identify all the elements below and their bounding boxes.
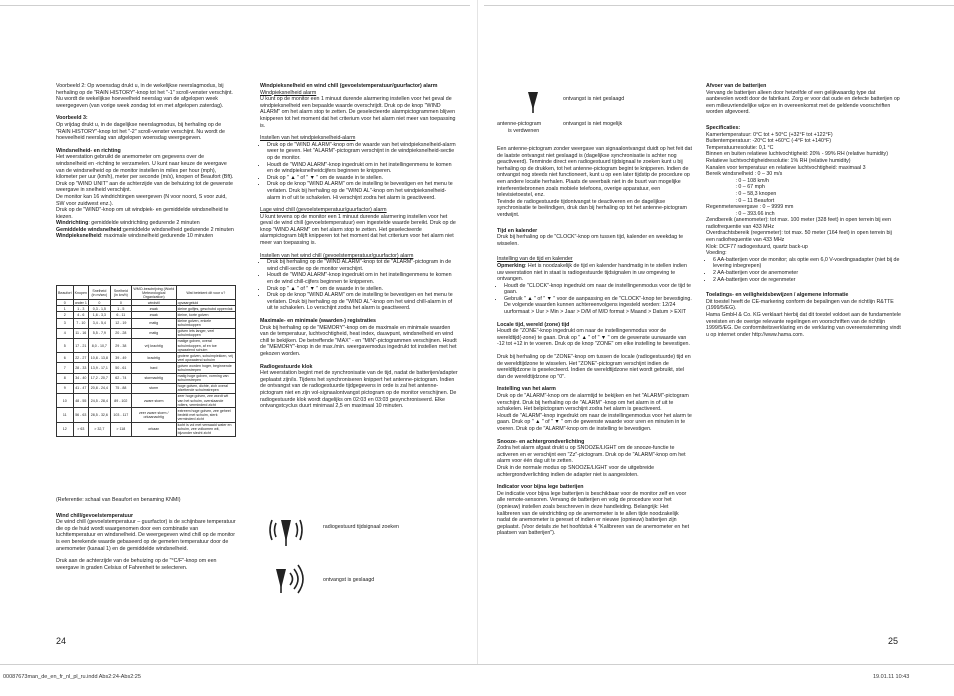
table-cell: 34 - 40 [73, 373, 88, 383]
page-number-left: 24 [56, 636, 67, 646]
wind-text: Het weerstation gebruikt de anemometer om gegevens over de windsnelheid en -richting te verzamelen. U kunt naar keuze de weergave van de windsnelheid op de monitor instellen in miles per hour (mph), kilometer per uur (km/h), meter per seconde (m/s), knopen of Beaufort (Bft). Druk op "WIND UNIT" aan de achterzijde van de behuizing tot de gewenste weergave in snelheid verschijnt. [56, 154, 234, 194]
table-cell: 5 [57, 338, 74, 352]
table-cell: 0 [57, 300, 74, 306]
table-header-cell: Beaufort [57, 286, 74, 300]
spec-line: Zendbereik (anemometer): tot max. 100 meter (328 feet) in open terrein bij een radiofrequentie van 433 MHz [706, 217, 893, 230]
antenna-success-label: ontvangst is geslaagd [323, 577, 375, 583]
snooze-text: Zodra het alarm afgaat drukt u op SNOOZE/LIGHT om de snooze-functie te activeren en er verschijnt een "Zz"-pictogram. Druk op de "ALARM"-knop om het alarm voor één dag uit te zetten. [497, 445, 686, 465]
list-item: • 2 AA-batterijen voor de regenmeter [713, 277, 902, 284]
spec-line: Binnen en buiten relatieve luchtvochtigheid: 20% - 99% RH (relative humidity) [706, 151, 888, 158]
table-cell: matig [131, 328, 176, 338]
celsius-text: Druk aan de achterzijde van de behuizing op de "°C/F"-knop om een weergave in graden Celsius of Fahrenheit te selecteren. [56, 558, 217, 571]
table-cell: zeer zware storm / orkaanachtig [131, 408, 176, 422]
example-3 [56, 115, 236, 141]
mode-direction-label: Windrichting [56, 220, 89, 227]
top-rule-left [0, 5, 470, 6]
footer-file-info: 00087673man_de_en_fr_nl_pl_ru.indd Abs2:24-Abs2:25 [3, 674, 141, 680]
table-cell: 1,6 - 3,3 [88, 312, 110, 318]
approval-heading: Toelatings- en veiligheidsbewijzen / algemene informatie [706, 292, 849, 299]
table-cell: golven iets langer, veel schuimkoppen [176, 328, 235, 338]
table-cell: 5,5 - 7,9 [88, 328, 110, 338]
table-row [57, 353, 236, 363]
page-number-right: 25 [888, 636, 899, 646]
table-row [57, 373, 236, 383]
example-2: Voorbeeld 2: Op woensdag drukt u, in de wekelijkse neerslagmodus, bij herhaling op de "RAIN HISTORY"-knop tot het "-1" scroll-venster verschijnt. Nu wordt de wekelijkse hoeveelheid neerslag van de afgelopen week weergegeven (van vorige week zondag tot en met afgelopen zaterdag). [56, 83, 233, 109]
table-cell: 56 - 63 [73, 408, 88, 422]
table-cell: 8 [57, 373, 74, 383]
spec-line: Regenmeterweergave : 0 – 9999 mm [706, 204, 794, 211]
table-cell: 29 - 38 [110, 338, 131, 352]
list-item: • Druk op de "WIND ALARM"-knop om de waarde van het windpieksnelheid-alarm weer te geven. Het "ALARM"-pictogram verschijnt in de windpieksnelheid-sectie op de monitor. [267, 142, 458, 162]
note-label: Opmerking [497, 262, 525, 269]
peak-alarm-text: U kunt op de monitor een 1 minuut durende alarmering instellen voor het geval de windpieksnelheid een bepaalde waarde overschrijdt. Druk op de knop "WIND ALARM" om het alarm stop te zetten. De geselecteerde alarmpictogrammen blijven knipperen tot het moment dat het criterium voor het alarm niet meer van toepassing is. [260, 96, 456, 129]
table-cell: 9 [57, 383, 74, 393]
table-cell: 0 [88, 300, 110, 306]
spec-line: Relatieve luchtvochtigheidresolutie: 1% RH (relative humidity) [706, 157, 851, 164]
spine-line [477, 0, 478, 664]
table-cell: 11 [57, 408, 74, 422]
table-cell: matig hoge golven, vorming van schuimstrepen [176, 373, 235, 383]
table-cell: 28 - 33 [73, 363, 88, 373]
table-cell: hoge golven, dichte, zich overal afzettende schuimstrepen [176, 383, 235, 393]
beaufort-table-header [57, 286, 236, 300]
table-cell: > 118 [110, 422, 131, 436]
snooze-heading: Snooze- en achtergrondverlichting [497, 438, 585, 445]
table-cell: 1 - 3 [73, 306, 88, 312]
table-cell: 75 - 88 [110, 383, 131, 393]
antenna-deactivate-text: Tevinde de radiogestuurde tijdontvangst te deactiveren en de dagelijkse synchronisatie te beëindigen, druk dan bij herhaling op tot het antenne-pictogram verdwijnt. [497, 198, 687, 218]
table-row [57, 328, 236, 338]
table-cell: 103 - 117 [110, 408, 131, 422]
table-cell: 20 - 28 [110, 328, 131, 338]
table-cell: 22 - 27 [73, 353, 88, 363]
time-setup-steps [497, 283, 693, 316]
spec-line: : 0 – 393.66 inch [706, 210, 775, 217]
table-cell: 8,0 - 10,7 [88, 338, 110, 352]
table-cell: 12 [57, 422, 74, 436]
chill-alarm-steps [260, 259, 458, 312]
battery-indicator-text: De indicatie voor bijna lege batterijen is beschikbaar voor de monitor zelf en voor alle remote-sensoren. Vervang de batterijen en volg de procedure voor het (opnieuw) instellen zoals beschreven in deze handleiding. Belangrijk: Het kalibreren van de windrichting op de anemometer is te allen tijde noodzakelijk nadat de anemometer is gereset of indien er nieuwe (opnieuw) batterijen zijn geplaatst. (Voor details zie het hoofdstuk 4 "Kalibreren van de anemometer en het plaatsen van batterijen"). [497, 490, 690, 537]
wind-button-text: Druk op de "WIND"-knop om uit windpiek- en gemiddelde windsnelheid te kiezen. [56, 207, 229, 220]
table-cell: 17 - 21 [73, 338, 88, 352]
table-cell: 1 [57, 306, 74, 312]
table-cell: 3 [57, 318, 74, 328]
table-header-cell: WMO-beschrijving (World Meteorological Organization) [133, 286, 175, 299]
conformity-text: Hama GmbH & Co. KG verklaart hierbij dat dit toestel voldoet aan de fundamentele vereisten en de overige relevante regelingen en voorschriften van de richtlijn 1999/5/EG. De conformiteitsverklaring en de verklaring van overeenstemming vindt u op internet onder http://www.hama.com. [706, 312, 901, 338]
spec-line: Buitentemperatuur: -20°C tot +60°C (-4°F tot +140°F) [706, 138, 832, 145]
antenna-gone-label-b: is verdwenen [508, 128, 540, 134]
left-column-1-lower [56, 497, 236, 577]
list-item: • Houdt de "WIND ALARM"-knop ingedrukt om in het instellingenmenu te komen en de wind chill-cijfers beginnen te knipperen. [267, 272, 458, 285]
list-item: • Druk op de knop "WIND ALARM" om de instelling te bevestigen en het menu te verlaten. Druk bij herhaling op de "WIND AL"-knop om het windpieksnelheid-alarm in of uit te schakelen. Hi verschijnt zodra het alarm is geactiveerd. [267, 181, 458, 201]
bottom-rule [0, 664, 954, 665]
table-cell: 13,9 - 17,1 [88, 363, 110, 373]
time-setup-heading: Instelling van de tijd en kalender [497, 256, 573, 263]
list-item: • Druk op de knop "WIND ALARM" om de instelling te bevestigen en het menu te verlaten. Druk bij herhaling op de "WIND AL"-knop om het wind chill-alarm in of uit te schakelen. Lo verschijnt zodra het alarm is geactiveerd. [267, 292, 458, 312]
note-text: : Het is noodzakelijk de tijd en kalender handmatig in te stellen indien uw weerstation niet in staat is radiogestuurde tijdsignalen in uw omgeving te ontvangen. [497, 262, 687, 283]
antenna-searching-label: radiogestuurd tijdsignaal zoeken [323, 524, 399, 530]
wind-modes [56, 220, 236, 240]
spec-line: Kanalen voor temperatuur en relatieve luchtvochtigheid: maximaal 3 [706, 164, 866, 171]
example-3-text: Op vrijdag drukt u, in de dagelijkse neerslagmodus, bij herhaling op de "RAIN HISTORY"-knop tot het "-2" scroll-venster verschijnt. Nu wordt de hoeveelheid neerslag van afgelopen woensdag weergegeven. [56, 121, 225, 142]
spec-line: Voeding: [706, 250, 727, 257]
time-calendar-heading: Tijd en kalender [497, 227, 538, 234]
table-cell: zwak [131, 306, 176, 312]
table-row [57, 408, 236, 422]
power-list [706, 257, 902, 283]
table-cell: matige golven, overal schuimkoppen, af en toe opwaaiend schuim [176, 338, 235, 352]
table-cell: 4 [57, 328, 74, 338]
time-calendar-text: Druk bij herhaling op de "CLOCK"-knop om tussen tijd, kalender en weekdag te wisselen. [497, 234, 684, 247]
table-cell: lucht is vol met verwaaid water en schuim, zee volkomen wit, bijzonder slecht zicht [176, 422, 235, 436]
antenna-searching-icon [266, 512, 306, 548]
alarm-view-text: Druk op de "ALARM"-knop om de alarmtijd te bekijken en het "ALARM"-pictogram verschijnt. Druk bij herhaling op de "ALARM" -knop om het alarm in of uit te schakelen. Het belpictogram verschijnt zodra het alarm is geactiveerd. [497, 393, 689, 413]
table-cell: 7 [57, 363, 74, 373]
table-cell: 3,4 - 5,4 [88, 318, 110, 328]
table-cell: orkaan [131, 422, 176, 436]
specifications-heading: Specificaties: [706, 124, 741, 131]
table-row [57, 383, 236, 393]
table-cell: 4 - 6 [73, 312, 88, 318]
antenna-gone-label-a: antenne-pictogram [497, 121, 542, 127]
table-cell: 12 - 19 [110, 318, 131, 328]
spec-line: Bereik windsnelheid : 0 – 30 m/s [706, 171, 783, 178]
spec-line: Kamertemperatuur: 0°C tot + 50°C (+32°F tot +122°F) [706, 131, 833, 138]
table-cell: 7 - 10 [73, 318, 88, 328]
table-cell: 2 [57, 312, 74, 318]
table-header-cell: Snelheid (in km/h) [110, 286, 131, 300]
table-cell: opvaargeluid [176, 300, 235, 306]
spec-line: Overdrachtsbereik (regenmeter): tot max. 50 meter (164 feet) in open terrein bij een radiofrequentie van 433 MHz [706, 230, 894, 244]
alarm-set-text: Houdt de "ALARM"-knop ingedrukt om naar de instellingenmodus voor het alarm te gaan. Druk op " ▲ " of " ▼ " om de gewenste waarde voor uren en minuten in te voeren. Druk op de "ALARM"-knop om de instelling te bevestigen. [497, 412, 692, 432]
table-cell: 0 [110, 300, 131, 306]
table-cell: golven worden hoger, beginnende schuimstrepen [176, 363, 235, 373]
table-cell: stormachtig [131, 373, 176, 383]
left-column-1 [56, 83, 236, 240]
table-cell: 0,3 - 1,5 [88, 306, 110, 312]
battery-disposal-heading: Afvoer van de batterijen [706, 83, 767, 89]
table-cell: kleine, korte golven [176, 312, 235, 318]
chill-alarm-text: U kunt tevens op de monitor een 1 minuut durende alarmering instellen voor het geval de wind chill (gevoelstemperatuur) een ingestelde waarde bereikt. Druk op de knop "WIND ALARM" om het alarm stop te zetten. Het geselecteerde alarmpictogram blijft knipperen tot het moment dat het criterium voor het alarm niet meer van toepassing is. [260, 213, 456, 247]
left-column-2 [260, 83, 458, 416]
list-item: • Druk bij herhaling op de "WIND ALARM"-knop tot de "ALARM"-pictogram in de wind chill-sectie op de monitor verschijnt. [267, 259, 458, 272]
table-cell: 20,8 - 24,4 [88, 383, 110, 393]
table-row [57, 393, 236, 407]
table-header-cell: Wat betekent dit voor u? [176, 286, 235, 300]
spec-line: : 0 – 58,3 knopen [706, 190, 777, 197]
spec-line: : 0 – 108 km/h [706, 177, 770, 184]
peak-alarm-heading: Windpieksnelheid en wind chill (gevoelstemperatuur/guurfactor) alarm [260, 83, 438, 89]
time-setup-note [497, 263, 693, 283]
table-cell: hard [131, 363, 176, 373]
specifications-list [706, 132, 902, 257]
footer-date: 19.01.11 10:43 [873, 674, 910, 680]
table-cell: windstil [131, 300, 176, 306]
table-cell: zwak [131, 312, 176, 318]
table-cell: 17,2 - 20,7 [88, 373, 110, 383]
wind-directions: De monitor kan 16 windrichtingen weergeven (N voor noord, S voor zuid, SW voor zuidwest enz.). [56, 193, 227, 207]
beaufort-table [56, 285, 236, 437]
antenna-failed-label: ontvangst is niet geslaagd [563, 96, 625, 102]
battery-disposal-text: Vervang de batterijen alleen door hetzelfde of een gelijkwaardig type dat aanbevolen wordt door de fabrikant. Zorg er voor dat oude en defecte batterijen op een milieuvriendelijke wijze en in overeenkomst met de geldende voorschriften worden afgevoerd. [706, 89, 900, 116]
table-row [57, 363, 236, 373]
table-cell: > 63 [73, 422, 88, 436]
peak-alarm-subheading: Windpieksnelheid alarm [260, 89, 317, 96]
mode-direction-text: : gemiddelde windrichting gedurende 2 minuten [88, 220, 200, 227]
windchill-text: De wind chill (gevoelstemperatuur – guurfactor) is de schijnbare temperatuur die op de huid wordt waargenomen door een combinatie van luchttemperatuur en windsnelheid. De weergegeven wind chill op de monitor is een berekende waarde gebaseerd op de gemeten temperatuur door de anemometer (kanaal 1) en de gemiddelde windsnelheid. [56, 519, 236, 552]
radio-clock-heading: Radiogestuurde klok [260, 363, 313, 370]
table-cell: 24,5 - 28,4 [88, 393, 110, 407]
right-column-1 [497, 146, 693, 543]
table-header-cell: Knopen [73, 286, 88, 300]
table-cell: 1 - 5 [110, 306, 131, 312]
beaufort-reference: (Referentie: schaal van Beaufort en benaming KNMI) [56, 497, 181, 503]
list-item: • Houdt de "WIND ALARM"-knop ingedrukt om in het instellingenmenu te komen en de windpieksnelheidcijfers beginnen te knipperen. [267, 162, 458, 175]
table-cell: 11 - 16 [73, 328, 88, 338]
mode-average-label: Gemiddelde windsnelheid [56, 226, 122, 233]
table-cell: 39 - 49 [110, 353, 131, 363]
table-cell: storm [131, 383, 176, 393]
table-row [57, 318, 236, 328]
table-cell: extreem hoge golven, zee geheel bedekt met schuim, sterk verminderd zicht [176, 408, 235, 422]
antenna-gone-label [497, 121, 541, 135]
list-item: • 2 AA-batterijen voor de anemometer [713, 270, 902, 277]
list-item: • Druk op " ▲ " of " ▼ " om de waarde in te stellen. [267, 175, 458, 182]
table-cell: kleine golfjes, geschubd oppervlak [176, 306, 235, 312]
peak-alarm-setup-heading: Instellen van het windpieksnelheid-alarm [260, 135, 356, 142]
backlight-text: Druk in de normale modus op SNOOZE/LIGHT voor de uitgebreide achtergrondverlichting indien de adapter niet is aangesloten. [497, 464, 655, 478]
alarm-heading: Instelling van het alarm [497, 386, 556, 393]
wind-heading: Windsnelheid- en richting [56, 147, 121, 154]
spec-line: Klok: DCF77 radiogestuurd, quartz back-up [706, 243, 808, 250]
right-column-2 [706, 83, 902, 344]
table-cell: zeer hoge golven, zee wordt wit van het schuim, overslaande rollers, verminderd zicht [176, 393, 235, 407]
table-cell: 10 [57, 393, 74, 407]
chill-alarm-subheading: Lage wind chill (gevoelstemperatuur/guurfactor) alarm [260, 207, 387, 214]
battery-indicator-heading: Indicator voor bijna lege batterijen [497, 484, 584, 491]
list-item: • Houdt de "CLOCK"-knop ingedrukt om naar de instellingenmodus voor de tijd te gaan. [504, 283, 693, 296]
table-row [57, 338, 236, 352]
antenna-success-icon [272, 563, 308, 595]
radio-clock-text: Het weerstation begint met de synchronisatie van de tijd, nadat de batterijen/adapter geplaatst zijn/is. Tijdens het synchroniseren knippert het antenne-pictogram. Indien de ontvangst van de radiogestuurde tijdgegevens in orde is zal het antenne-pictogram niet en zijn vol-signaalontvangst pictogram op de monitor verschijnen. De radiogestuurde klok wordt dagelijks om 02:03 en 03:03 gesynchroniseerd. Elke ontvangstcyclus duurt minimaal 2,5 en maximaal 10 minuten. [260, 370, 458, 410]
list-item: • 6 AA-batterijen voor de monitor; als optie een 6,0 V-voedingsadapter (niet bij de levering inbegrepen) [713, 257, 902, 270]
spec-line: Temperatuurresolutie: 0,1 °C [706, 144, 774, 151]
maxmin-heading: Maximale- en minimale (waarden-) registraties [260, 318, 376, 324]
table-cell: 6 [57, 353, 74, 363]
beaufort-table-body [57, 300, 236, 437]
zone-heading: Locale tijd, wereld (zone) tijd [497, 321, 570, 328]
table-cell: 48 - 55 [73, 393, 88, 407]
example-3-heading: Voorbeeld 3: [56, 115, 88, 122]
table-cell: krachtig [131, 353, 176, 363]
table-cell: matig [131, 318, 176, 328]
table-cell: 50 - 61 [110, 363, 131, 373]
antenna-impossible-label: ontvangst is niet mogelijk [563, 121, 623, 127]
top-rule-right [484, 5, 954, 6]
table-cell: 6 - 11 [110, 312, 131, 318]
list-item: • Gebruik " ▲ " of " ▼ " voor de aanpassing en de "CLOCK"-knop ter bevestiging. De volgende waarden kunnen achtereenvolgens ingesteld worden: 12/24 uurformaat > Uur > Min > Jaar > D/M of M/D format > Maand > Datum > EXIT [504, 296, 693, 316]
chill-alarm-setup-heading: Instellen van het wind chill (gevoelstemperatuur/guurfactor) alarm [260, 252, 414, 259]
windchill-heading: Wind chill/gevoelstemperatuur [56, 512, 134, 519]
table-cell: 89 - 102 [110, 393, 131, 407]
zone-setup-text: Houdt de "ZONE"-knop ingedrukt om naar de instellingenmodus voor de wereldtijd(-zone) te gaan. Druk op " ▲ " of " ▼ " om de gewenste uurwaarde van -12 tot +12 in te voeren. Druk op de knop "ZONE" om elke instelling te bevestigen. [497, 328, 690, 348]
table-cell: 10,8 - 13,8 [88, 353, 110, 363]
table-cell: zware storm [131, 393, 176, 407]
list-item: • Druk op " ▲ " of " ▼ " om de waarde in te stellen. [267, 286, 458, 293]
zone-toggle-text: Druk bij herhaling op de "ZONE"-knop om tussen de locale (radiogestuurde) tijd en de wereldtijdzone te wisselen. Het "ZONE"-pictogram verschijnt indien de wereldtijdzone is geselecteerd. Indien de wereldtijdzone niet wordt gebruikt, stel dan de wereldtijdzone op "0". [497, 354, 691, 380]
table-cell: vrij krachtig [131, 338, 176, 352]
table-row [57, 422, 236, 436]
table-cell: 28,5 - 32,6 [88, 408, 110, 422]
spec-line: : 0 – 67 mph [706, 184, 765, 191]
table-cell: 62 - 74 [110, 373, 131, 383]
table-cell: > 32,7 [88, 422, 110, 436]
maxmin-text: Druk bij herhaling op de "MEMORY"-knop om de maximale en minimale waarden van de temperatuur, luchtvochtigheid, heat index, dauwpunt, windsnelheid en wind chill te bekijken. De betreffende "MAX" - en "MIN"-pictogrammen verschijnen. Houdt de "MEMORY"-knop in de max./min. weergavemodus ingedrukt tot instellen met het gekozen worden. [260, 324, 457, 357]
table-cell: grotere golven, schuimplekken, vrij veel opwaaiend schuim [176, 353, 235, 363]
mode-peak-text: : maximale windsnelheid gedurende 10 minuten [100, 233, 214, 240]
ce-text: Dit toestel heeft de CE-markering conform de bepalingen van de richtlijn R&TTE (1999/5/EG). [706, 298, 894, 312]
spec-line: : 0 – 11 Beaufort [706, 197, 775, 204]
mode-average-text: :gemiddelde windsnelheid gedurende 2 minuten [121, 226, 234, 233]
peak-alarm-steps [260, 142, 458, 201]
table-cell: 41 - 47 [73, 383, 88, 393]
table-cell: onder 1 [74, 300, 87, 305]
mode-peak-label: Windpieksnelheid [56, 233, 101, 240]
antenna-failed-icon [524, 88, 554, 114]
table-header-cell: Snelheid (in m/sec) [88, 286, 110, 300]
antenna-text: Een antenne-pictogram zonder weergave van signaalontvangst duidt op het feit dat de laatste ontvangst niet geslaagd is (dagelijkse synchronisatie is achter nog geactiveerd). Tenminde direct een radiogestuurd tijdsignaal te zoeken kunt u bij herhaling op de drukken, tot het antenne-pictogram begint te knipperen. Indien de ontvangst nog steeds niet functioneert, kunt u op een later tijdstip de procedure op een andere locatie herhalen. Plaats de weerbaik niet in de buurt van mogelijke interferentiebronnen zoals mobiele telefoons, overige apparatuur, een televisietoestel, enz. [497, 146, 692, 199]
table-cell: kleine golven, enkele schuimkoppen [176, 318, 235, 328]
